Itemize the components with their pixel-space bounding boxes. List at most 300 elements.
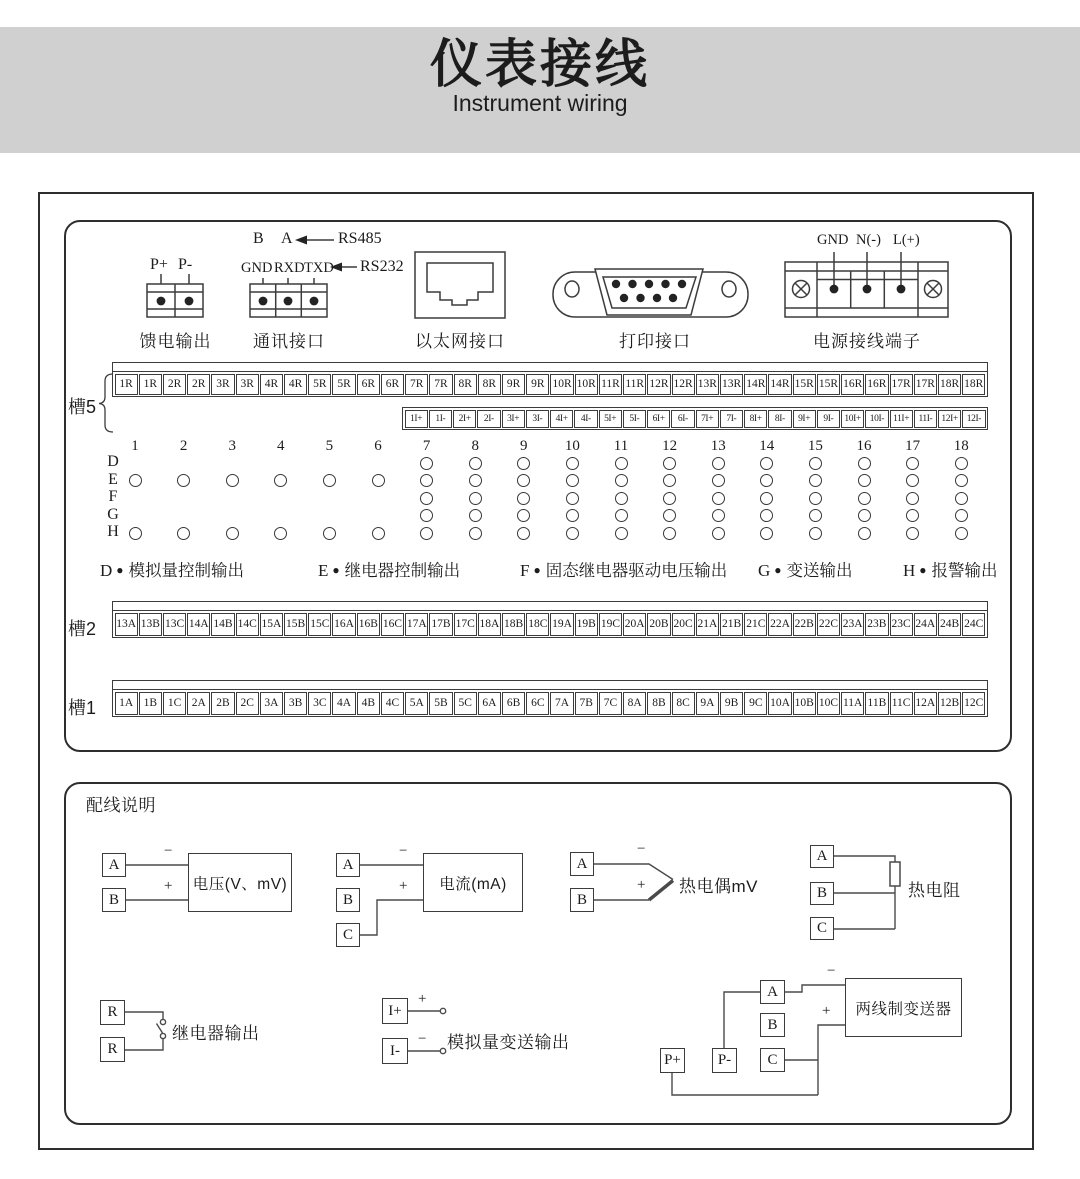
matrix-column-number: 10 [564, 438, 580, 454]
slot1-terminal: 3B [284, 692, 307, 715]
analog-out-wires [408, 1008, 446, 1053]
slot5-relay-terminal: 13R [720, 374, 743, 395]
current-wires [360, 865, 423, 935]
terminal-box-a: A [810, 845, 834, 868]
output-terminal-circle [955, 527, 968, 540]
matrix-column-number: 8 [471, 438, 479, 454]
comm-pin-label: TXD [304, 260, 334, 276]
output-terminal-circle [517, 527, 530, 540]
slot2-terminal: 20B [647, 613, 670, 636]
legend-item [100, 557, 244, 581]
output-terminal-circle [566, 492, 579, 505]
output-terminal-circle [615, 527, 628, 540]
strip-top-band [113, 602, 987, 611]
current-device-box: 电流(mA) [423, 853, 523, 912]
strip-top-band [113, 681, 987, 690]
output-terminal-circle [469, 509, 482, 522]
terminal-box-p-plus: P+ [660, 1048, 685, 1073]
slot5-relay-terminal: 7R [405, 374, 428, 395]
output-terminal-circle [760, 527, 773, 540]
slot5-relay-terminal: 11R [623, 374, 646, 395]
output-terminal-circle [712, 492, 725, 505]
slot5-relay-terminal: 17R [914, 374, 937, 395]
terminal-box-i-minus: I- [382, 1038, 408, 1064]
output-terminal-circle [712, 509, 725, 522]
slot1-terminal: 6C [526, 692, 549, 715]
slot2-terminal: 18A [478, 613, 501, 636]
voltage-wires [126, 865, 188, 900]
slot5-current-terminal: 1I- [429, 410, 452, 428]
slot5-current-terminal: 10I+ [841, 410, 864, 428]
slot2-terminal: 17B [429, 613, 452, 636]
slot1-terminal: 5A [405, 692, 428, 715]
polarity-plus: + [637, 877, 646, 893]
output-terminal-circle [906, 509, 919, 522]
feed-pin-label: P+ [150, 256, 168, 273]
slot5-relay-terminal: 10R [550, 374, 573, 395]
slot1-terminal: 2B [211, 692, 234, 715]
matrix-column-number: 2 [179, 438, 188, 454]
output-terminal-circle [129, 474, 142, 487]
legend-letter: D [100, 561, 113, 580]
page-title: 仪表接线 [429, 36, 650, 94]
output-terminal-circle [955, 457, 968, 470]
slot2-terminal: 13B [139, 613, 162, 636]
legend-item [318, 557, 460, 581]
comm-pin-label: RXD [274, 260, 305, 276]
legend-letter: G [758, 561, 771, 580]
output-terminal-circle [858, 509, 871, 522]
matrix-column-number: 11 [613, 438, 629, 454]
slot5-relay-terminal: 12R [647, 374, 670, 395]
output-terminal-circle [712, 457, 725, 470]
legend-item [903, 557, 998, 581]
polarity-plus: + [164, 878, 173, 894]
slot5-label: 槽5 [68, 397, 97, 417]
slot2-terminal: 21B [720, 613, 743, 636]
slot5-relay-terminal: 16R [865, 374, 888, 395]
legend-item [520, 557, 727, 581]
slot2-terminal: 19B [575, 613, 598, 636]
slot1-terminal: 12B [938, 692, 961, 715]
output-terminal-circle [663, 457, 676, 470]
slot5-current-terminal: 9I- [817, 410, 840, 428]
slot5-relay-terminal: 6R [381, 374, 404, 395]
comm-caption: 通讯接口 [253, 332, 325, 351]
slot1-terminal: 10A [768, 692, 791, 715]
polarity-plus: + [399, 878, 408, 894]
output-terminal-circle [663, 509, 676, 522]
relay-label: 继电器输出 [172, 1024, 260, 1043]
output-terminal-circle [858, 492, 871, 505]
output-terminal-circle [420, 457, 433, 470]
slot2-terminal: 21C [744, 613, 767, 636]
slot5-relay-terminal: 10R [575, 374, 598, 395]
slot5-current-terminal: 6I+ [647, 410, 670, 428]
polarity-minus: − [164, 843, 173, 859]
feed-pin-label: P- [178, 256, 193, 273]
slot1-terminal: 4A [332, 692, 355, 715]
rs232-label: RS232 [360, 258, 404, 275]
terminal-box-b: B [570, 888, 594, 912]
output-terminal-circle [809, 457, 822, 470]
slot5-relay-terminal: 4R [260, 374, 283, 395]
thermocouple-wires [594, 864, 673, 900]
slot2-terminal: 22C [817, 613, 840, 636]
slot1-terminal: 8B [647, 692, 670, 715]
slot1-terminal: 9B [720, 692, 743, 715]
output-terminal-circle [177, 527, 190, 540]
slot2-terminal: 24A [914, 613, 937, 636]
output-terminal-circle [615, 457, 628, 470]
output-terminal-circle [420, 527, 433, 540]
output-terminal-circle [469, 527, 482, 540]
terminal-box-c: C [810, 917, 834, 940]
feed-caption: 馈电输出 [139, 332, 212, 351]
slot5-relay-terminal: 5R [332, 374, 355, 395]
slot1-terminal: 2C [236, 692, 259, 715]
slot1-strip [112, 680, 988, 717]
slot5-relay-terminal: 3R [211, 374, 234, 395]
matrix-column-number: 15 [807, 438, 823, 454]
slot5-relay-terminal: 17R [890, 374, 913, 395]
output-terminal-circle [274, 527, 287, 540]
voltage-device-box: 电压(V、mV) [188, 853, 292, 912]
legend-text: 固态继电器驱动电压输出 [545, 562, 728, 580]
slot1-terminal: 11A [841, 692, 864, 715]
slot5-relay-terminal: 12R [672, 374, 695, 395]
matrix-column-number: 16 [856, 438, 872, 454]
polarity-minus: − [827, 963, 836, 979]
slot2-terminal: 24C [962, 613, 985, 636]
output-terminal-circle [712, 474, 725, 487]
ethernet-jack-icon [415, 252, 505, 318]
slot2-terminal: 19A [550, 613, 573, 636]
legend-letter: F [520, 561, 530, 580]
output-terminal-circle [906, 474, 919, 487]
slot5-relay-terminal: 2R [187, 374, 210, 395]
legend-dot-icon: ● [919, 563, 927, 577]
slot1-terminal: 12C [962, 692, 985, 715]
output-terminal-circle [906, 457, 919, 470]
matrix-column-number: 4 [277, 438, 285, 454]
slot5-relay-terminal: 11R [599, 374, 622, 395]
slot5-current-terminal: 4I+ [550, 410, 573, 428]
output-terminal-circle [906, 492, 919, 505]
slot1-terminal: 1B [139, 692, 162, 715]
slot2-terminal: 22B [793, 613, 816, 636]
slot5-relay-terminal: 8R [478, 374, 501, 395]
transmitter-wires [672, 985, 845, 1095]
slot2-terminal: 14B [211, 613, 234, 636]
slot5-relay-terminal: 14R [768, 374, 791, 395]
slot2-label: 槽2 [68, 619, 97, 639]
matrix-row-letter: F [108, 488, 118, 505]
legend-dot-icon: ● [332, 563, 340, 577]
slot2-terminal: 16A [332, 613, 355, 636]
slot1-terminal: 8C [672, 692, 695, 715]
output-terminal-circle [906, 527, 919, 540]
slot5-current-terminal: 12I+ [938, 410, 961, 428]
slot2-terminal: 14C [236, 613, 259, 636]
output-terminal-circle [858, 457, 871, 470]
rs485-pin-label: B [253, 230, 264, 247]
slot5-brace [99, 374, 113, 432]
terminal-box-b: B [810, 882, 834, 905]
rs485-label: RS485 [338, 230, 382, 247]
output-terminal-circle [712, 527, 725, 540]
comm-pin-label: GND [241, 260, 273, 276]
slot5-current-terminal: 10I- [865, 410, 888, 428]
output-terminal-circle [760, 457, 773, 470]
slot2-terminal: 18C [526, 613, 549, 636]
output-terminal-circle [663, 474, 676, 487]
output-terminal-circle [858, 474, 871, 487]
matrix-column-number: 13 [710, 438, 726, 454]
matrix-row-letter: H [107, 523, 119, 540]
output-terminal-circle [129, 527, 142, 540]
power-pin-label: N(-) [856, 232, 881, 248]
output-terminal-circle [469, 492, 482, 505]
terminal-box-c: C [336, 923, 360, 947]
output-terminal-circle [858, 527, 871, 540]
slot2-terminal: 24B [938, 613, 961, 636]
slot2-terminal: 20A [623, 613, 646, 636]
slot5-current-terminal: 2I- [477, 410, 500, 428]
legend-dot-icon: ● [774, 563, 782, 577]
slot1-terminal: 4C [381, 692, 404, 715]
output-terminal-circle [420, 474, 433, 487]
slot5-current-terminal: 2I+ [453, 410, 476, 428]
polarity-plus: + [418, 991, 427, 1007]
ethernet-caption: 以太网接口 [415, 332, 505, 351]
slot5-relay-strip [112, 362, 988, 397]
slot1-terminal: 10B [793, 692, 816, 715]
slot2-terminal: 15B [284, 613, 307, 636]
slot1-terminal: 6B [502, 692, 525, 715]
slot1-terminal: 3C [308, 692, 331, 715]
slot2-terminal: 21A [696, 613, 719, 636]
slot5-relay-terminal: 16R [841, 374, 864, 395]
output-terminal-circle [420, 492, 433, 505]
transmitter-device-box: 两线制变送器 [845, 978, 962, 1037]
relay-wires [125, 1012, 166, 1050]
terminal-box-r: R [100, 1000, 125, 1025]
slot5-current-terminal: 4I- [574, 410, 597, 428]
wiring-title: 配线说明 [86, 796, 156, 815]
output-terminal-circle [323, 527, 336, 540]
matrix-column-number: 5 [325, 438, 334, 454]
terminal-box-a: A [570, 852, 594, 876]
slot1-terminal: 12A [914, 692, 937, 715]
analog-out-label: 模拟量变送输出 [447, 1033, 570, 1052]
power-terminal-block [785, 252, 948, 317]
slot1-terminal: 7A [550, 692, 573, 715]
polarity-minus: − [637, 841, 646, 857]
slot1-terminal: 1A [115, 692, 138, 715]
terminal-box-a: A [760, 980, 785, 1004]
slot2-terminal: 18B [502, 613, 525, 636]
slot5-current-terminal: 5I+ [599, 410, 622, 428]
slot1-terminal: 6A [478, 692, 501, 715]
slot5-current-terminal: 8I- [768, 410, 791, 428]
output-terminal-circle [615, 492, 628, 505]
strip-top-band [113, 363, 987, 372]
slot2-terminal: 19C [599, 613, 622, 636]
slot5-relay-terminal: 18R [938, 374, 961, 395]
output-terminal-circle [469, 457, 482, 470]
slot2-strip [112, 601, 988, 638]
slot5-relay-terminal: 3R [236, 374, 259, 395]
slot1-terminal: 10C [817, 692, 840, 715]
slot5-relay-terminal: 4R [284, 374, 307, 395]
terminal-box-a: A [102, 853, 126, 877]
slot5-relay-terminal: 5R [308, 374, 331, 395]
legend-text: 模拟量控制输出 [128, 562, 245, 580]
output-terminal-circle [615, 509, 628, 522]
slot5-relay-terminal: 1R [139, 374, 162, 395]
matrix-column-number: 1 [131, 438, 139, 454]
slot5-relay-terminal: 7R [429, 374, 452, 395]
matrix-row-letter: D [107, 453, 119, 470]
slot2-terminal: 17A [405, 613, 428, 636]
slot2-terminal: 13C [163, 613, 186, 636]
legend-letter: H [903, 561, 916, 580]
slot2-terminal: 22A [768, 613, 791, 636]
slot2-terminal: 15A [260, 613, 283, 636]
power-pin-label: GND [817, 232, 849, 248]
slot1-terminal: 7C [599, 692, 622, 715]
slot5-relay-terminal: 18R [962, 374, 985, 395]
slot5-current-strip [402, 407, 988, 430]
slot5-current-terminal: 7I- [720, 410, 743, 428]
legend-letter: E [318, 561, 329, 580]
matrix-column-number: 9 [520, 438, 528, 454]
terminal-box-r: R [100, 1037, 125, 1062]
slot2-terminal: 23C [890, 613, 913, 636]
output-terminal-circle [566, 527, 579, 540]
slot2-terminal: 23A [841, 613, 864, 636]
polarity-plus: + [822, 1003, 831, 1019]
slot5-relay-terminal: 9R [502, 374, 525, 395]
power-pin-label: L(+) [893, 232, 920, 248]
slot5-relay-terminal: 8R [454, 374, 477, 395]
terminal-box-b: B [760, 1013, 785, 1037]
rs485-pin-label: A [281, 230, 293, 247]
output-terminal-circle [566, 474, 579, 487]
matrix-column-number: 7 [422, 438, 431, 454]
slot1-label: 槽1 [68, 698, 97, 718]
slot5-current-terminal: 7I+ [696, 410, 719, 428]
power-caption: 电源接线端子 [813, 332, 921, 351]
output-terminal-circle [809, 527, 822, 540]
slot5-current-terminal: 8I+ [744, 410, 767, 428]
matrix-column-number: 6 [374, 438, 382, 454]
rs485-arrowhead [295, 236, 307, 245]
slot1-terminal: 11B [865, 692, 888, 715]
slot5-relay-terminal: 9R [526, 374, 549, 395]
terminal-box-c: C [760, 1048, 785, 1072]
slot5-current-terminal: 11I- [914, 410, 937, 428]
slot5-current-terminal: 3I- [526, 410, 549, 428]
matrix-row-letter: G [107, 505, 119, 523]
output-terminal-circle [566, 457, 579, 470]
slot1-terminal: 8A [623, 692, 646, 715]
terminal-box-b: B [336, 888, 360, 912]
slot5-relay-terminal: 14R [744, 374, 767, 395]
slot2-terminal: 17C [454, 613, 477, 636]
slot5-relay-terminal: 2R [163, 374, 186, 395]
legend-dot-icon: ● [116, 563, 124, 577]
rtd-wires [834, 856, 900, 929]
slot5-relay-terminal: 15R [817, 374, 840, 395]
output-terminal-circle [955, 492, 968, 505]
terminal-box-i-plus: I+ [382, 998, 408, 1024]
slot5-current-terminal: 12I- [962, 410, 985, 428]
legend-text: 变送输出 [786, 562, 853, 580]
output-terminal-circle [323, 474, 336, 487]
terminal-box-a: A [336, 853, 360, 877]
output-terminal-circle [372, 474, 385, 487]
slot5-current-terminal: 5I- [623, 410, 646, 428]
output-terminal-circle [517, 492, 530, 505]
output-terminal-circle [809, 492, 822, 505]
output-terminal-circle [177, 474, 190, 487]
slot5-relay-terminal: 1R [115, 374, 138, 395]
matrix-column-number: 14 [759, 438, 775, 454]
slot1-terminal: 5C [454, 692, 477, 715]
matrix-column-number: 12 [662, 438, 678, 454]
matrix-column-number: 18 [953, 438, 969, 454]
matrix-column-number: 3 [228, 438, 236, 454]
printer-port-icon [553, 269, 748, 317]
slot2-terminal: 15C [308, 613, 331, 636]
output-terminal-circle [663, 492, 676, 505]
slot5-current-terminal: 1I+ [405, 410, 428, 428]
output-terminal-circle [663, 527, 676, 540]
slot1-terminal: 9A [696, 692, 719, 715]
terminal-box-b: B [102, 888, 126, 912]
slot2-terminal: 20C [672, 613, 695, 636]
matrix-row-letter: E [108, 470, 118, 488]
output-terminal-circle [955, 474, 968, 487]
thermocouple-label: 热电偶mV [679, 877, 758, 896]
output-terminal-circle [760, 492, 773, 505]
slot5-current-terminal: 9I+ [793, 410, 816, 428]
output-terminal-circle [809, 509, 822, 522]
rtd-label: 热电阻 [908, 881, 961, 900]
matrix-column-number: 17 [905, 438, 921, 454]
slot2-terminal: 13A [115, 613, 138, 636]
output-terminal-circle [566, 509, 579, 522]
legend-text: 报警输出 [931, 562, 998, 580]
polarity-minus: − [418, 1031, 427, 1047]
output-terminal-circle [420, 509, 433, 522]
slot2-terminal: 16B [357, 613, 380, 636]
output-terminal-circle [615, 474, 628, 487]
output-terminal-circle [226, 527, 239, 540]
output-legend [0, 557, 1080, 581]
slot5-current-terminal: 6I- [671, 410, 694, 428]
slot1-terminal: 3A [260, 692, 283, 715]
slot1-terminal: 4B [357, 692, 380, 715]
output-terminal-circle [955, 509, 968, 522]
slot1-terminal: 11C [890, 692, 913, 715]
legend-item [758, 557, 853, 581]
output-terminal-circle [517, 457, 530, 470]
slot1-terminal: 7B [575, 692, 598, 715]
slot5-relay-terminal: 15R [793, 374, 816, 395]
